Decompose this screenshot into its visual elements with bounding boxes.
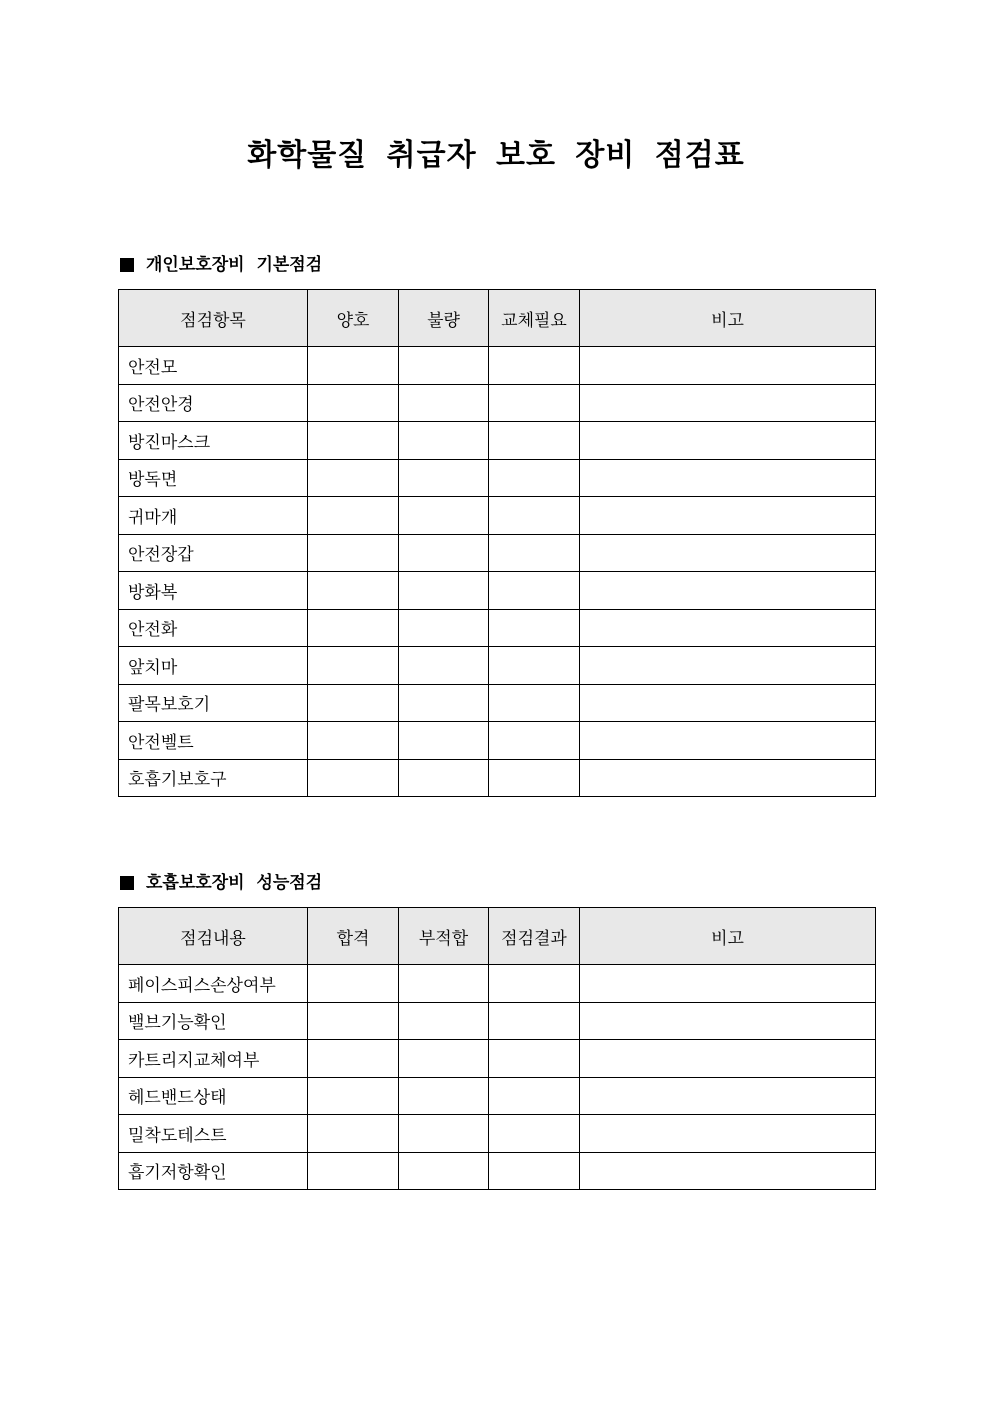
check-cell-3[interactable] — [489, 647, 580, 685]
column-header-fail: 부적합 — [399, 908, 489, 965]
section-heading-respiratory — [118, 871, 322, 895]
table-row — [119, 1002, 876, 1040]
check-cell-2[interactable] — [399, 497, 489, 535]
note-cell[interactable] — [580, 647, 876, 685]
item-cell: 안전화 — [119, 609, 308, 647]
item-cell: 방화복 — [119, 572, 308, 610]
check-cell-1[interactable] — [308, 384, 399, 422]
table-row — [119, 347, 876, 385]
column-header-result: 점검결과 — [489, 908, 580, 965]
check-cell-3[interactable] — [489, 347, 580, 385]
column-header-item: 점검항목 — [119, 290, 308, 347]
check-cell-3[interactable] — [489, 384, 580, 422]
item-cell: 헤드밴드상태 — [119, 1077, 308, 1115]
item-cell: 방진마스크 — [119, 422, 308, 460]
check-cell-2[interactable] — [399, 965, 489, 1003]
item-cell: 안전장갑 — [119, 534, 308, 572]
check-cell-2[interactable] — [399, 384, 489, 422]
table-row — [119, 722, 876, 760]
column-header-good: 양호 — [308, 290, 399, 347]
note-cell[interactable] — [580, 1040, 876, 1078]
item-cell: 호흡기보호구 — [119, 759, 308, 797]
item-cell: 방독면 — [119, 459, 308, 497]
page-title: 화학물질 취급자 보호 장비 점검표 — [247, 138, 745, 173]
table-row — [119, 384, 876, 422]
item-cell: 안전벨트 — [119, 722, 308, 760]
check-cell-1[interactable] — [308, 965, 399, 1003]
note-cell[interactable] — [580, 422, 876, 460]
column-header-note: 비고 — [580, 290, 876, 347]
note-cell[interactable] — [580, 965, 876, 1003]
item-cell: 팔목보호기 — [119, 684, 308, 722]
note-cell[interactable] — [580, 534, 876, 572]
check-cell-2[interactable] — [399, 459, 489, 497]
note-cell[interactable] — [580, 1002, 876, 1040]
item-cell: 안전모 — [119, 347, 308, 385]
note-cell[interactable] — [580, 759, 876, 797]
column-header-note: 비고 — [580, 908, 876, 965]
table-row — [119, 1152, 876, 1190]
item-cell: 앞치마 — [119, 647, 308, 685]
check-cell-1[interactable] — [308, 1152, 399, 1190]
check-cell-2[interactable] — [399, 647, 489, 685]
table-row — [119, 422, 876, 460]
item-cell: 흡기저항확인 — [119, 1152, 308, 1190]
section-heading-text: 호흡보호장비 성능점검 — [146, 873, 323, 893]
item-cell: 밸브기능확인 — [119, 1002, 308, 1040]
check-cell-2[interactable] — [399, 1115, 489, 1153]
check-cell-1[interactable] — [308, 534, 399, 572]
note-cell[interactable] — [580, 497, 876, 535]
check-cell-2[interactable] — [399, 1002, 489, 1040]
item-cell: 안전안경 — [119, 384, 308, 422]
section-heading-basic-ppe — [118, 253, 322, 277]
table-header-row — [119, 908, 876, 965]
note-cell[interactable] — [580, 684, 876, 722]
note-cell[interactable] — [580, 572, 876, 610]
check-cell-1[interactable] — [308, 347, 399, 385]
check-cell-1[interactable] — [308, 1077, 399, 1115]
table-row — [119, 534, 876, 572]
check-cell-3[interactable] — [489, 684, 580, 722]
check-cell-1[interactable] — [308, 1002, 399, 1040]
check-cell-3[interactable] — [489, 965, 580, 1003]
check-cell-2[interactable] — [399, 1040, 489, 1078]
column-header-replace: 교체필요 — [489, 290, 580, 347]
check-cell-3[interactable] — [489, 722, 580, 760]
check-cell-1[interactable] — [308, 497, 399, 535]
table-row — [119, 572, 876, 610]
check-cell-2[interactable] — [399, 722, 489, 760]
item-cell: 밀착도테스트 — [119, 1115, 308, 1153]
check-cell-2[interactable] — [399, 534, 489, 572]
square-bullet-icon — [120, 876, 134, 890]
check-cell-2[interactable] — [399, 759, 489, 797]
section-heading-text: 개인보호장비 기본점검 — [146, 255, 323, 275]
item-cell: 카트리지교체여부 — [119, 1040, 308, 1078]
note-cell[interactable] — [580, 609, 876, 647]
check-cell-3[interactable] — [489, 497, 580, 535]
column-header-content: 점검내용 — [119, 908, 308, 965]
item-cell: 페이스피스손상여부 — [119, 965, 308, 1003]
check-cell-3[interactable] — [489, 572, 580, 610]
check-cell-1[interactable] — [308, 647, 399, 685]
table-row — [119, 497, 876, 535]
table-row — [119, 1077, 876, 1115]
respiratory-check-table — [118, 907, 876, 1190]
note-cell[interactable] — [580, 1152, 876, 1190]
table-row — [119, 609, 876, 647]
table-row — [119, 759, 876, 797]
note-cell[interactable] — [580, 347, 876, 385]
column-header-bad: 불량 — [399, 290, 489, 347]
note-cell[interactable] — [580, 722, 876, 760]
table-header-row — [119, 290, 876, 347]
table-row — [119, 1040, 876, 1078]
item-cell: 귀마개 — [119, 497, 308, 535]
check-cell-3[interactable] — [489, 1002, 580, 1040]
check-cell-3[interactable] — [489, 1115, 580, 1153]
note-cell[interactable] — [580, 1077, 876, 1115]
check-cell-2[interactable] — [399, 572, 489, 610]
note-cell[interactable] — [580, 1115, 876, 1153]
table-row — [119, 684, 876, 722]
check-cell-2[interactable] — [399, 347, 489, 385]
check-cell-2[interactable] — [399, 422, 489, 460]
check-cell-1[interactable] — [308, 759, 399, 797]
basic-ppe-check-table — [118, 289, 876, 797]
check-cell-1[interactable] — [308, 684, 399, 722]
check-cell-3[interactable] — [489, 1152, 580, 1190]
table-row — [119, 647, 876, 685]
check-cell-3[interactable] — [489, 459, 580, 497]
check-cell-3[interactable] — [489, 1077, 580, 1115]
check-cell-3[interactable] — [489, 1040, 580, 1078]
check-cell-3[interactable] — [489, 759, 580, 797]
check-cell-3[interactable] — [489, 534, 580, 572]
check-cell-1[interactable] — [308, 459, 399, 497]
column-header-pass: 합격 — [308, 908, 399, 965]
check-cell-1[interactable] — [308, 722, 399, 760]
check-cell-3[interactable] — [489, 609, 580, 647]
check-cell-3[interactable] — [489, 422, 580, 460]
check-cell-2[interactable] — [399, 1077, 489, 1115]
check-cell-1[interactable] — [308, 1115, 399, 1153]
table-row — [119, 1115, 876, 1153]
note-cell[interactable] — [580, 459, 876, 497]
square-bullet-icon — [120, 258, 134, 272]
check-cell-2[interactable] — [399, 1152, 489, 1190]
table-row — [119, 965, 876, 1003]
check-cell-1[interactable] — [308, 572, 399, 610]
check-cell-2[interactable] — [399, 609, 489, 647]
check-cell-2[interactable] — [399, 684, 489, 722]
check-cell-1[interactable] — [308, 1040, 399, 1078]
check-cell-1[interactable] — [308, 422, 399, 460]
note-cell[interactable] — [580, 384, 876, 422]
table-row — [119, 459, 876, 497]
check-cell-1[interactable] — [308, 609, 399, 647]
